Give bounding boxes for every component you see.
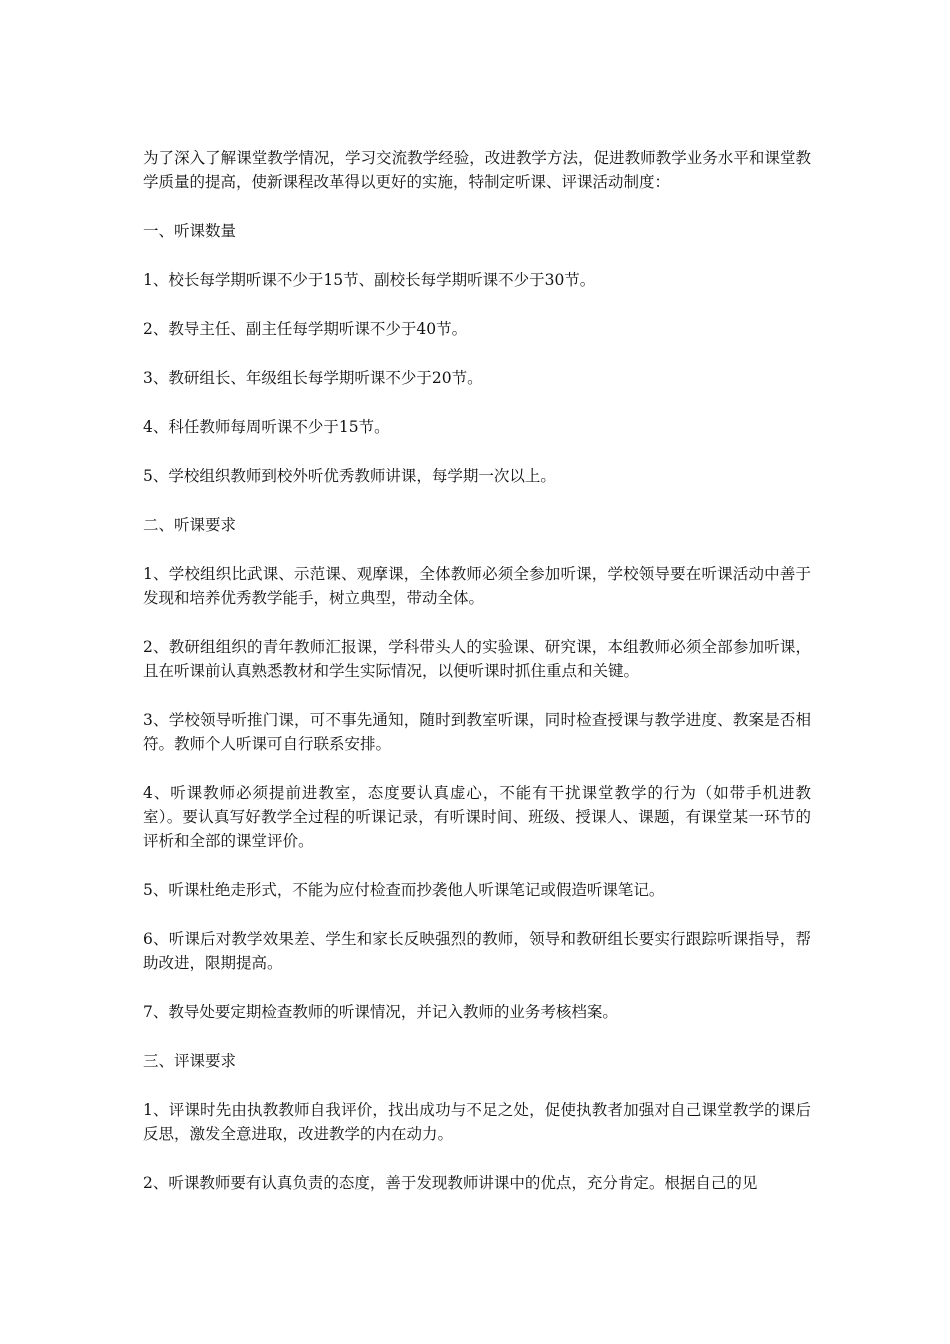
quantity-item-4: 4、科任教师每周听课不少于15节。 [143,418,390,436]
quantity-item-3: 3、教研组长、年级组长每学期听课不少于20节。 [143,369,483,387]
requirement-item-1: 1、学校组织比武课、示范课、观摩课，全体教师必须全参加听课，学校领导要在听课活动中善于发现和培养优秀教学能手，树立典型，带动全体。 [143,565,811,607]
evaluation-item-1: 1、评课时先由执教教师自我评价，找出成功与不足之处，促使执教者加强对自己课堂教学的课后反思，激发全意进取，改进教学的内在动力。 [143,1101,811,1143]
requirement-item-3: 3、学校领导听推门课，可不事先通知，随时到教室听课，同时检查授课与教学进度、教案是否相符。教师个人听课可自行联系安排。 [143,711,811,753]
section-heading-listening-quantity: 一、听课数量 [143,222,237,240]
requirement-item-2: 2、教研组组织的青年教师汇报课，学科带头人的实验课、研究课，本组教师必须全部参加听课，且在听课前认真熟悉教材和学生实际情况，以便听课时抓住重点和关键。 [143,638,811,680]
section-heading-evaluation-requirements: 三、评课要求 [143,1052,237,1070]
intro-paragraph: 为了深入了解课堂教学情况，学习交流教学经验，改进教学方法，促进教师教学业务水平和课堂教学质量的提高，使新课程改革得以更好的实施，特制定听课、评课活动制度： [143,149,811,191]
quantity-item-1: 1、校长每学期听课不少于15节、副校长每学期听课不少于30节。 [143,271,596,289]
evaluation-item-2: 2、听课教师要有认真负责的态度，善于发现教师讲课中的优点，充分肯定。根据自己的见 [143,1174,758,1192]
requirement-item-5: 5、听课杜绝走形式，不能为应付检查而抄袭他人听课笔记或假造听课笔记。 [143,881,665,899]
requirement-item-4: 4、听课教师必须提前进教室，态度要认真虚心，不能有干扰课堂教学的行为（如带手机进教室）。要认真写好教学全过程的听课记录，有听课时间、班级、授课人、课题，有课堂某一环节的评析和全部的课堂评价。 [143,784,811,850]
quantity-item-2: 2、教导主任、副主任每学期听课不少于40节。 [143,320,468,338]
document-body [143,146,811,1195]
requirement-item-6: 6、听课后对教学效果差、学生和家长反映强烈的教师，领导和教研组长要实行跟踪听课指导，帮助改进，限期提高。 [143,930,811,972]
quantity-item-5: 5、学校组织教师到校外听优秀教师讲课，每学期一次以上。 [143,467,556,485]
section-heading-listening-requirements: 二、听课要求 [143,516,237,534]
requirement-item-7: 7、教导处要定期检查教师的听课情况，并记入教师的业务考核档案。 [143,1003,618,1021]
